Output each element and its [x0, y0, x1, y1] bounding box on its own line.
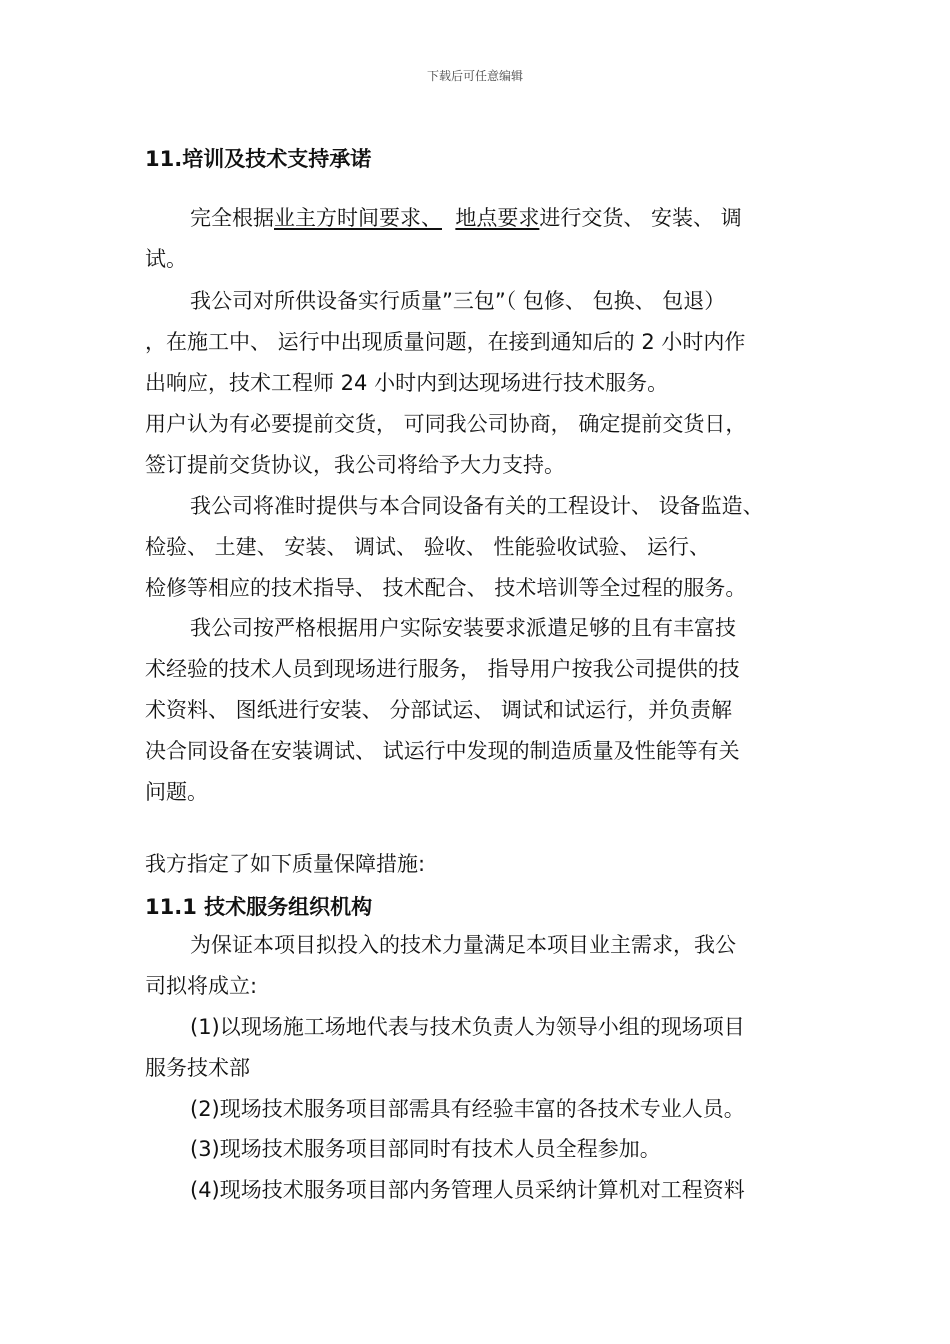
text-run [442, 206, 455, 230]
paragraph-line: 决合同设备在安装调试、 试运行中发现的制造质量及性能等有关 [145, 739, 740, 763]
page-header-note: 下载后可任意编辑 [426, 69, 523, 83]
paragraph-line: 我公司按严格根据用户实际安装要求派遣足够的且有丰富技 [190, 616, 736, 640]
list-item: (4)现场技术服务项目部内务管理人员采纳计算机对工程资料 [190, 1178, 745, 1202]
list-item: 服务技术部 [145, 1056, 250, 1080]
paragraph-line: ，在施工中、 运行中出现质量问题，在接到通知后的 2 小时内作 [145, 330, 746, 354]
paragraph-line: 司拟将成立: [145, 974, 258, 998]
paragraph-line: 问题。 [145, 780, 208, 804]
paragraph-line: 术资料、 图纸进行安装、 分部试运、 调试和试运行，并负责解 [145, 698, 733, 722]
paragraph-line: 试。 [145, 247, 187, 271]
paragraph-line: 出响应，技术工程师 24 小时内到达现场进行技术服务。 [145, 371, 669, 395]
underlined-text: 业主方时间要求、 [274, 206, 442, 230]
underlined-text: 地点要求 [455, 206, 540, 230]
paragraph-line [190, 204, 742, 232]
list-item: (1)以现场施工场地代表与技术负责人为领导小组的现场项目 [190, 1015, 745, 1039]
paragraph-line: 用户认为有必要提前交货， 可同我公司协商， 确定提前交货日， [145, 412, 747, 436]
text-run: 完全根据 [190, 206, 274, 230]
paragraph-line: 我公司对所供设备实行质量”三包”（ 包修、 包换、 包退） [190, 289, 726, 313]
paragraph-line: 检验、 土建、 安装、 调试、 验收、 性能验收试验、 运行、 [145, 535, 711, 559]
list-item: (2)现场技术服务项目部需具有经验丰富的各技术专业人员。 [190, 1097, 745, 1121]
list-item: (3)现场技术服务项目部同时有技术人员全程参加。 [190, 1137, 661, 1161]
paragraph-line: 我方指定了如下质量保障措施: [145, 852, 426, 876]
subsection-title: 11.1 技术服务组织机构 [145, 895, 373, 919]
paragraph-line: 签订提前交货协议，我公司将给予大力支持。 [145, 453, 565, 477]
paragraph-line: 我公司将准时提供与本合同设备有关的工程设计、 设备监造、 [190, 494, 764, 518]
paragraph-line: 检修等相应的技术指导、 技术配合、 技术培训等全过程的服务。 [145, 576, 747, 600]
paragraph-line: 术经验的技术人员到现场进行服务， 指导用户按我公司提供的技 [145, 657, 740, 681]
text-run: 进行交货、 安装、 调 [539, 206, 742, 230]
paragraph-line: 为保证本项目拟投入的技术力量满足本项目业主需求，我公 [190, 933, 736, 957]
section-title: 11.培训及技术支持承诺 [145, 147, 372, 171]
